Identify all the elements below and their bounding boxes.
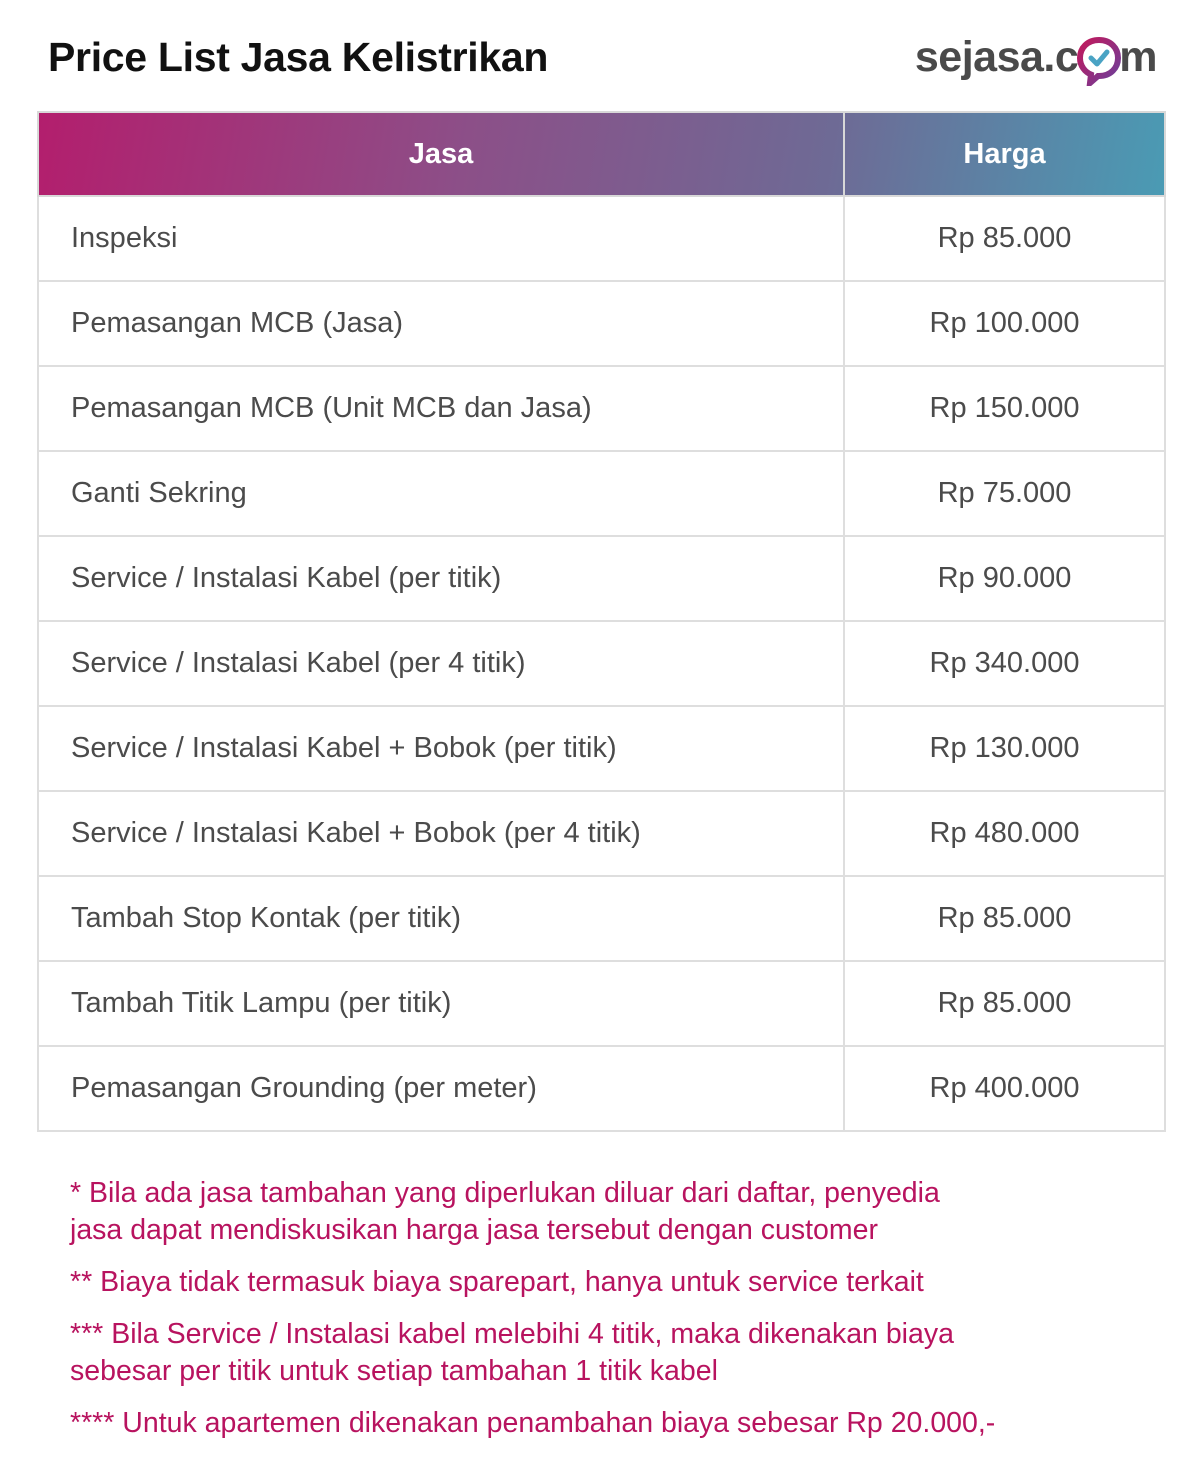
footnote <box>70 1175 1150 1249</box>
page-title: Price List Jasa Kelistrikan <box>48 34 549 80</box>
service-price: Rp 85.000 <box>844 876 1165 961</box>
service-name: Tambah Titik Lampu (per titik) <box>38 961 844 1046</box>
table-row <box>38 621 1165 706</box>
service-price: Rp 85.000 <box>844 196 1165 281</box>
table-row <box>38 536 1165 621</box>
service-name: Service / Instalasi Kabel (per 4 titik) <box>38 621 844 706</box>
footnote-line: sebesar per titik untuk setiap tambahan 1 titik kabel <box>70 1355 718 1387</box>
service-price: Rp 90.000 <box>844 536 1165 621</box>
table-row <box>38 196 1165 281</box>
footnote <box>70 1264 1150 1301</box>
footnote-line: ** Biaya tidak termasuk biaya sparepart, hanya untuk service terkait <box>70 1266 924 1298</box>
service-price: Rp 130.000 <box>844 706 1165 791</box>
service-name: Service / Instalasi Kabel (per titik) <box>38 536 844 621</box>
footnote-line: * Bila ada jasa tambahan yang diperlukan diluar dari daftar, penyedia <box>70 1177 940 1209</box>
table-row <box>38 961 1165 1046</box>
service-price: Rp 85.000 <box>844 961 1165 1046</box>
logo-text-suffix: m <box>1119 32 1157 81</box>
chat-check-icon <box>1077 36 1121 86</box>
service-name: Pemasangan MCB (Unit MCB dan Jasa) <box>38 366 844 451</box>
service-price: Rp 400.000 <box>844 1046 1165 1131</box>
table-row <box>38 366 1165 451</box>
table-row <box>38 1046 1165 1131</box>
service-name: Pemasangan Grounding (per meter) <box>38 1046 844 1131</box>
table-row <box>38 451 1165 536</box>
column-header-harga: Harga <box>844 112 1165 196</box>
service-name: Pemasangan MCB (Jasa) <box>38 281 844 366</box>
footnote <box>70 1316 1150 1390</box>
service-name: Inspeksi <box>38 196 844 281</box>
price-table <box>37 111 1166 1132</box>
service-price: Rp 480.000 <box>844 791 1165 876</box>
logo-text-prefix: sejasa.c <box>914 32 1079 81</box>
footnote-line: jasa dapat mendiskusikan harga jasa tersebut dengan customer <box>70 1214 878 1246</box>
table-row <box>38 281 1165 366</box>
table-row <box>38 876 1165 961</box>
service-name: Tambah Stop Kontak (per titik) <box>38 876 844 961</box>
table-row <box>38 706 1165 791</box>
footnote-line: *** Bila Service / Instalasi kabel melebihi 4 titik, maka dikenakan biaya <box>70 1318 954 1350</box>
service-price: Rp 100.000 <box>844 281 1165 366</box>
service-price: Rp 340.000 <box>844 621 1165 706</box>
service-price: Rp 150.000 <box>844 366 1165 451</box>
sejasa-logo[interactable] <box>915 32 1157 82</box>
service-name: Service / Instalasi Kabel + Bobok (per 4 titik) <box>38 791 844 876</box>
service-name: Ganti Sekring <box>38 451 844 536</box>
table-header-row <box>38 112 1165 196</box>
service-price: Rp 75.000 <box>844 451 1165 536</box>
column-header-jasa: Jasa <box>38 112 844 196</box>
footnote-line: **** Untuk apartemen dikenakan penambahan biaya sebesar Rp 20.000,- <box>70 1407 996 1439</box>
footnotes <box>70 1175 1150 1457</box>
footnote <box>70 1405 1150 1442</box>
service-name: Service / Instalasi Kabel + Bobok (per titik) <box>38 706 844 791</box>
table-row <box>38 791 1165 876</box>
